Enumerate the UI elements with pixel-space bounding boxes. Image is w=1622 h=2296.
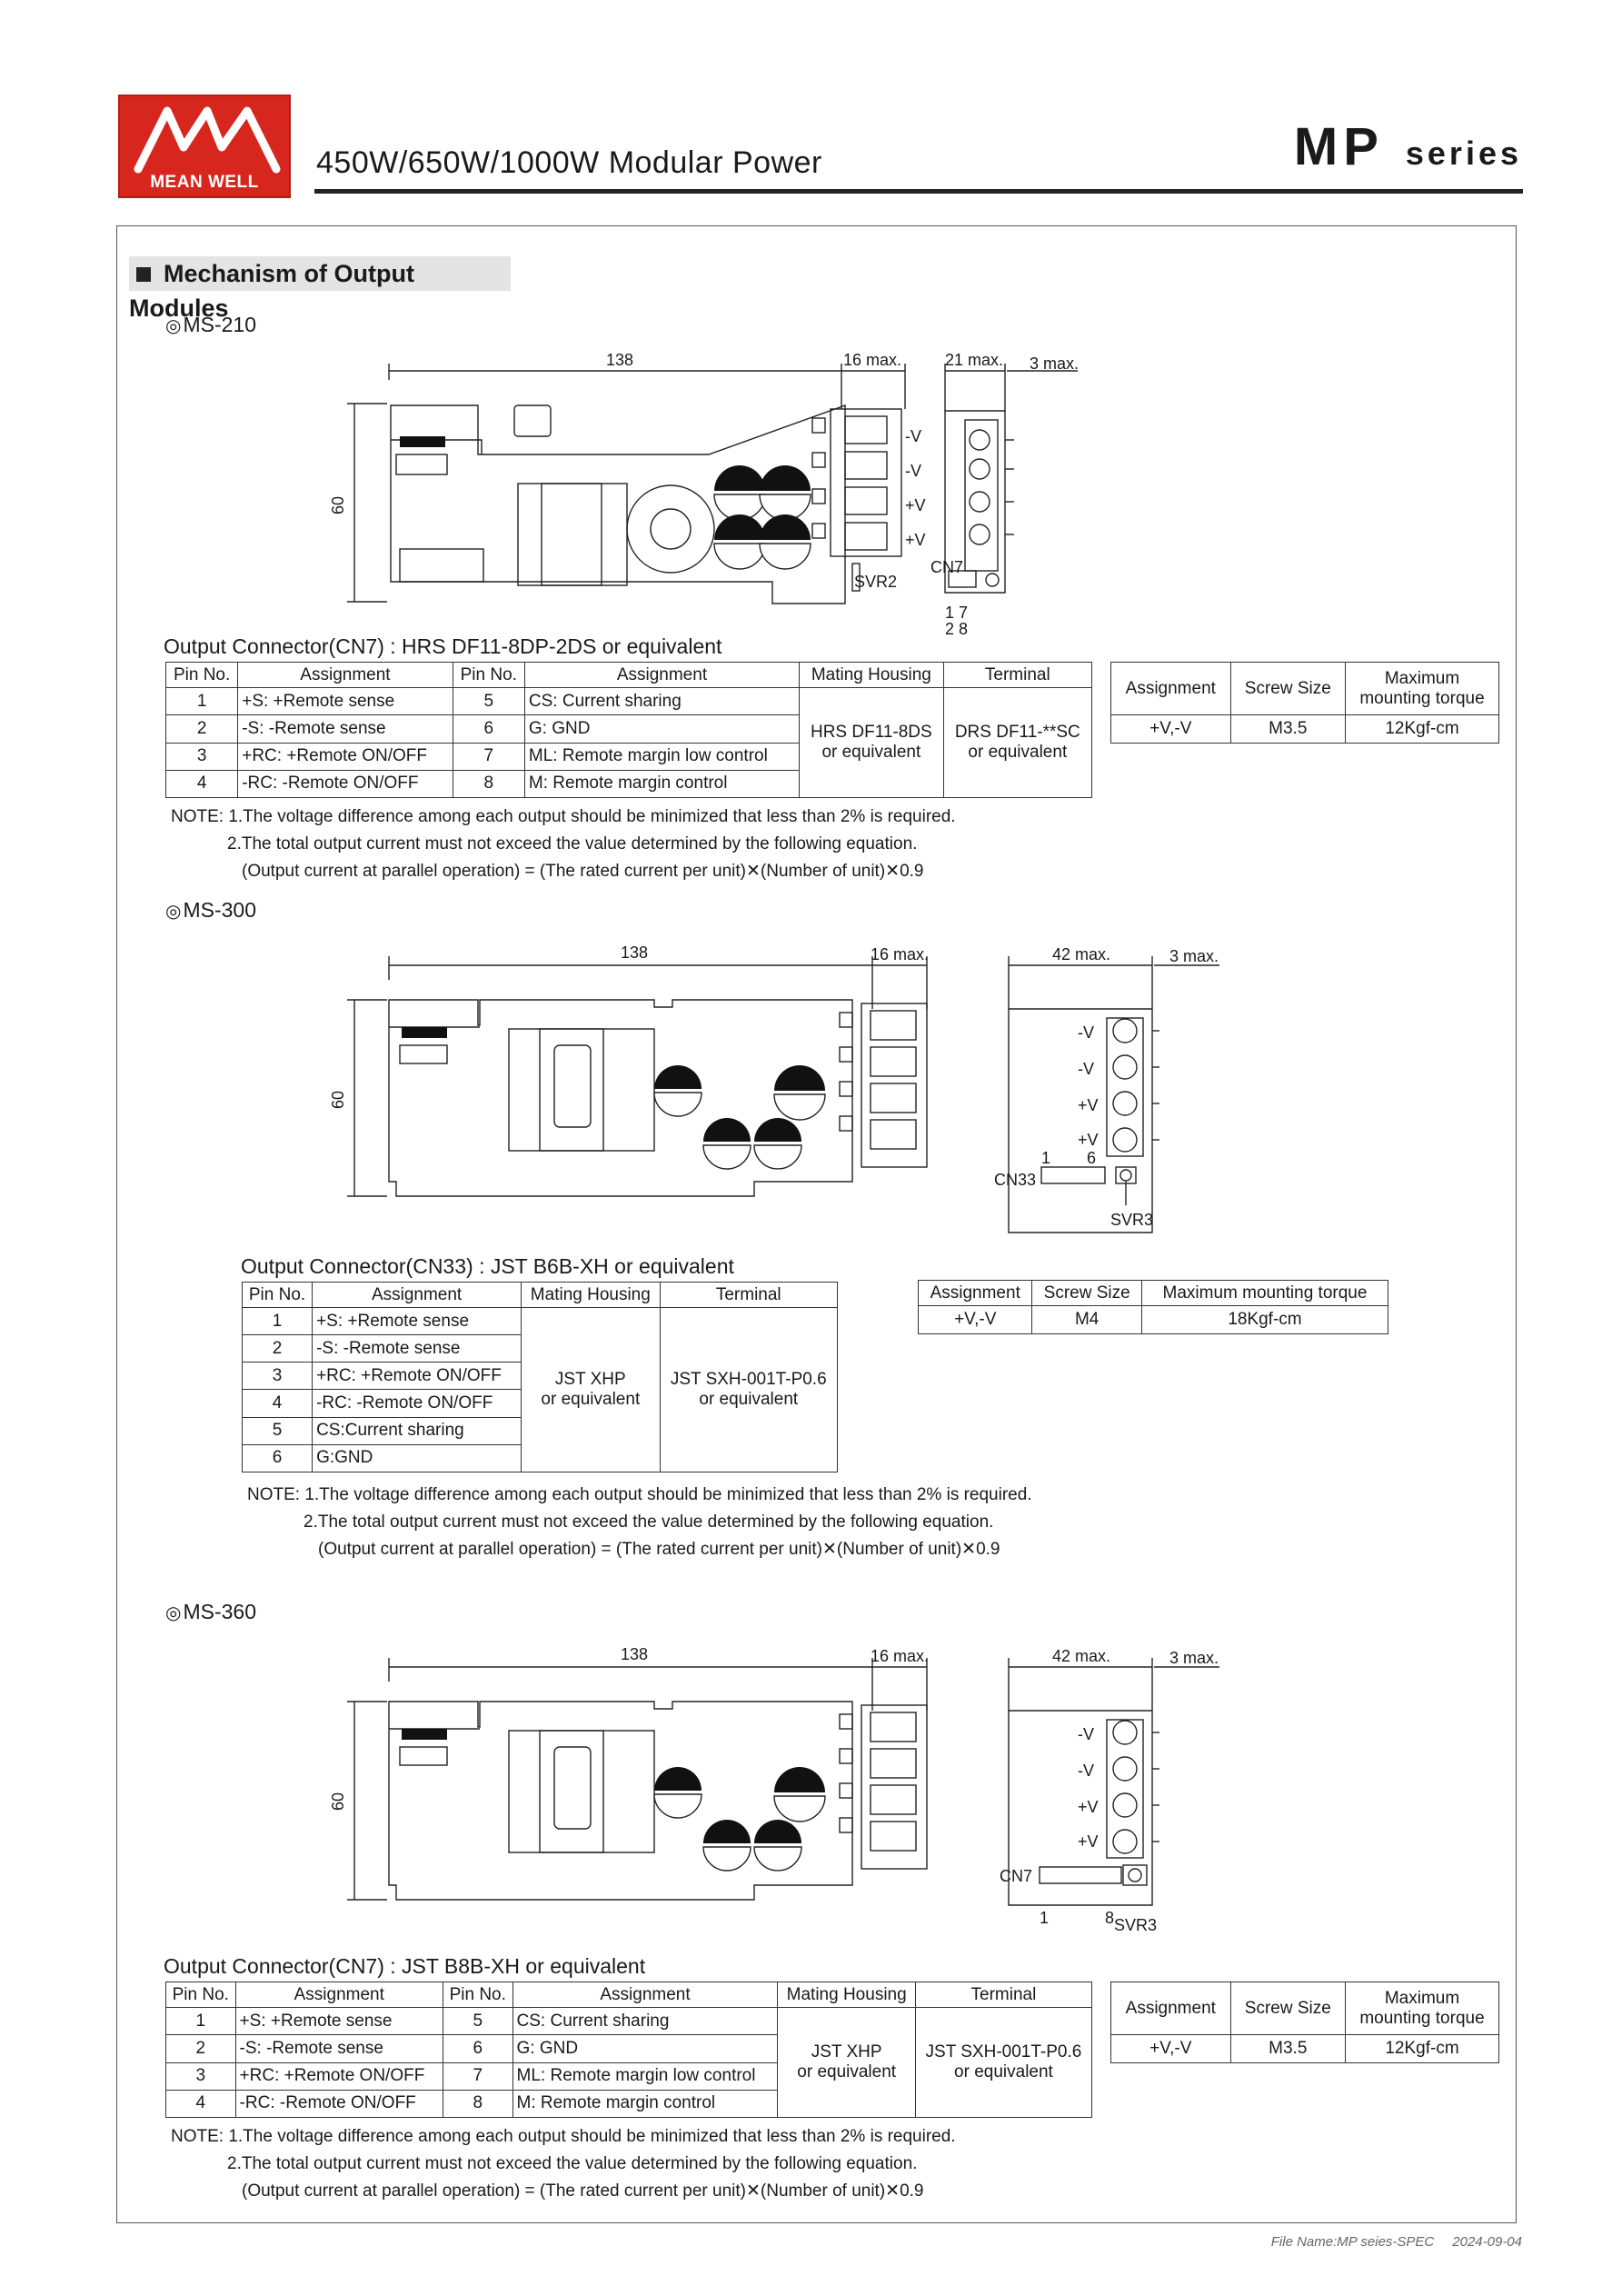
terminal-label: -V xyxy=(1078,1725,1094,1743)
terminal-label: +V xyxy=(905,496,926,514)
connector-label: CN33 xyxy=(994,1171,1037,1189)
connector-label: CN7 xyxy=(930,558,964,576)
svr-label: SVR2 xyxy=(854,573,898,591)
col-header: Screw Size xyxy=(1230,663,1345,715)
table-row: 3 +RC: +Remote ON/OFF 7 ML: Remote margin low control xyxy=(166,2062,1092,2090)
file-name: File Name:MP seies-SPEC xyxy=(1270,2234,1435,2250)
pin-number: 8 xyxy=(1105,1909,1115,1927)
terminal-cell: JST SXH-001T-P0.6 or equivalent xyxy=(660,1308,837,1472)
terminal-label: -V xyxy=(905,427,921,445)
footer xyxy=(1271,2234,1522,2250)
col-header: Terminal xyxy=(915,1982,1091,2008)
col-header: Assignment xyxy=(919,1281,1032,1306)
model-name: MS-210 xyxy=(183,313,256,336)
mating-housing-cell: HRS DF11-8DS or equivalent xyxy=(800,688,944,798)
col-header: Terminal xyxy=(943,663,1091,688)
dim-length: 138 xyxy=(620,943,649,962)
col-header: Pin No. xyxy=(166,663,238,688)
table-row: 1 +S: +Remote sense 5 CS: Current sharing HRS DF11-8DS or equivalent DRS DF11-**SC or equivalent xyxy=(166,688,1092,715)
terminal-cell: DRS DF11-**SC or equivalent xyxy=(943,688,1091,798)
connector-title-ms300: Output Connector(CN33) : JST B6B-XH or equivalent xyxy=(241,1254,734,1278)
col-header: Maximum mounting torque xyxy=(1346,663,1499,715)
pin-number: 6 xyxy=(1087,1149,1097,1167)
col-header: Assignment xyxy=(238,663,453,688)
double-circle-icon: ◎ xyxy=(165,316,182,336)
svr-label: SVR3 xyxy=(1110,1211,1154,1229)
col-header: Pin No. xyxy=(243,1283,313,1308)
col-header: Maximum mounting torque xyxy=(1141,1281,1388,1306)
table-row: 2 -S: -Remote sense 6 G: GND xyxy=(166,715,1092,743)
dim-side: 42 max. xyxy=(1051,945,1111,963)
table-row: +V,-V M4 18Kgf-cm xyxy=(919,1306,1388,1334)
table-row: +V,-V M3.5 12Kgf-cm xyxy=(1111,2035,1499,2063)
dim-rear: 3 max. xyxy=(1169,1649,1219,1667)
table-row: 1 +S: +Remote sense JST XHP or equivalent JST SXH-001T-P0.6 or equivalent xyxy=(243,1308,838,1335)
table-row: 2 -S: -Remote sense 6 G: GND xyxy=(166,2035,1092,2062)
notes-ms210: NOTE: 1.The voltage difference among each output should be minimized that less than 2% is required. 2.The total output current must not exceed the value determined by the following equation. (Output current at parallel operation) = (The rated current per unit)✕(Number of unit)✕0.9 xyxy=(171,807,956,881)
dim-length: 138 xyxy=(620,1645,649,1663)
col-header: Assignment xyxy=(313,1283,522,1308)
dim-front: 16 max. xyxy=(870,1647,930,1665)
brand-name: MEAN WELL xyxy=(150,173,259,192)
terminal-label: +V xyxy=(1078,1096,1099,1114)
table-row: 1 +S: +Remote sense 5 CS: Current sharing JST XHP or equivalent JST SXH-001T-P0.6 or equivalent xyxy=(166,2008,1092,2035)
col-header: Assignment xyxy=(1111,663,1231,715)
col-header: Pin No. xyxy=(443,1982,512,2008)
col-header: Assignment xyxy=(1111,1982,1231,2035)
mating-housing-cell: JST XHP or equivalent xyxy=(778,2008,915,2118)
file-date: 2024-09-04 xyxy=(1452,2234,1522,2250)
terminal-label: +V xyxy=(1078,1131,1099,1149)
notes-ms360: NOTE: 1.The voltage difference among each output should be minimized that less than 2% is required. 2.The total output current must not exceed the value determined by the following equation. (Output current at parallel operation) = (The rated current per unit)✕(Number of unit)✕0.9 xyxy=(171,2127,956,2201)
table-row: 5 CS:Current sharing xyxy=(243,1417,838,1444)
col-header: Assignment xyxy=(512,1982,778,2008)
table-row: +V,-V M3.5 12Kgf-cm xyxy=(1111,715,1499,744)
dim-rear: 3 max. xyxy=(1169,947,1219,965)
double-circle-icon: ◎ xyxy=(165,1603,182,1623)
connector-title-ms210: Output Connector(CN7) : HRS DF11-8DP-2DS or equivalent xyxy=(164,634,722,658)
table-row: 4 -RC: -Remote ON/OFF xyxy=(243,1390,838,1417)
dim-front: 16 max. xyxy=(870,945,930,963)
col-header: Terminal xyxy=(660,1283,837,1308)
terminal-label: +V xyxy=(1078,1832,1099,1851)
table-row: 4 -RC: -Remote ON/OFF 8 M: Remote margin control xyxy=(166,770,1092,797)
col-header: Assignment xyxy=(235,1982,443,2008)
terminal-label: +V xyxy=(905,531,926,549)
double-circle-icon: ◎ xyxy=(165,902,182,922)
terminal-label: -V xyxy=(1078,1060,1094,1078)
dim-rear: 3 max. xyxy=(1029,354,1080,373)
model-name: MS-300 xyxy=(183,898,256,922)
pin-number: 1 xyxy=(1041,1149,1051,1167)
model-name: MS-360 xyxy=(183,1600,256,1623)
terminal-label: -V xyxy=(1078,1762,1094,1780)
dim-front: 16 max. xyxy=(842,351,902,369)
dim-height: 60 xyxy=(329,1090,347,1110)
col-header: Pin No. xyxy=(453,663,524,688)
series-model: MP xyxy=(1293,117,1384,176)
pin-table-ms360 xyxy=(165,1982,1092,2118)
table-row: 4 -RC: -Remote ON/OFF 8 M: Remote margin control xyxy=(166,2090,1092,2117)
col-header: Screw Size xyxy=(1032,1281,1142,1306)
dim-length: 138 xyxy=(605,351,634,369)
document-subtitle: 450W/650W/1000W Modular Power xyxy=(316,145,822,180)
dim-side: 21 max. xyxy=(944,351,1004,369)
terminal-label: +V xyxy=(1078,1798,1099,1816)
table-row: 2 -S: -Remote sense xyxy=(243,1335,838,1363)
col-header: Pin No. xyxy=(166,1982,236,2008)
col-header: Mating Housing xyxy=(800,663,944,688)
table-row: 3 +RC: +Remote ON/OFF 7 ML: Remote margin low control xyxy=(166,743,1092,770)
dim-height: 60 xyxy=(329,1792,347,1812)
connector-title-ms360: Output Connector(CN7) : JST B8B-XH or equivalent xyxy=(164,1954,646,1978)
col-header: Mating Housing xyxy=(522,1283,660,1308)
section-title: Mechanism of Output Modules xyxy=(129,260,414,322)
col-header: Screw Size xyxy=(1230,1982,1345,2035)
pin-numbers-bottom: 2 8 xyxy=(945,620,969,638)
terminal-label: -V xyxy=(1078,1023,1094,1042)
screw-table-ms360 xyxy=(1110,1982,1499,2063)
svr-label: SVR3 xyxy=(1114,1916,1158,1934)
pin-number: 1 xyxy=(1040,1909,1050,1927)
pin-numbers-top: 1 7 xyxy=(945,604,969,622)
mating-housing-cell: JST XHP or equivalent xyxy=(522,1308,660,1472)
dim-side: 42 max. xyxy=(1051,1647,1111,1665)
connector-label: CN7 xyxy=(1000,1867,1033,1885)
table-row: 6 G:GND xyxy=(243,1444,838,1472)
col-header: Assignment xyxy=(524,663,799,688)
table-row: 3 +RC: +Remote ON/OFF xyxy=(243,1363,838,1390)
terminal-cell: JST SXH-001T-P0.6 or equivalent xyxy=(915,2008,1091,2118)
col-header: Mating Housing xyxy=(778,1982,915,2008)
series-word: series xyxy=(1405,135,1522,172)
col-header: Maximum mounting torque xyxy=(1346,1982,1499,2035)
notes-ms300: NOTE: 1.The voltage difference among each output should be minimized that less than 2% is required. 2.The total output current must not exceed the value determined by the following equation. (Output current at parallel operation) = (The rated current per unit)✕(Number of unit)✕0.9 xyxy=(247,1485,1032,1559)
dim-height: 60 xyxy=(329,495,347,515)
terminal-label: -V xyxy=(905,462,921,480)
